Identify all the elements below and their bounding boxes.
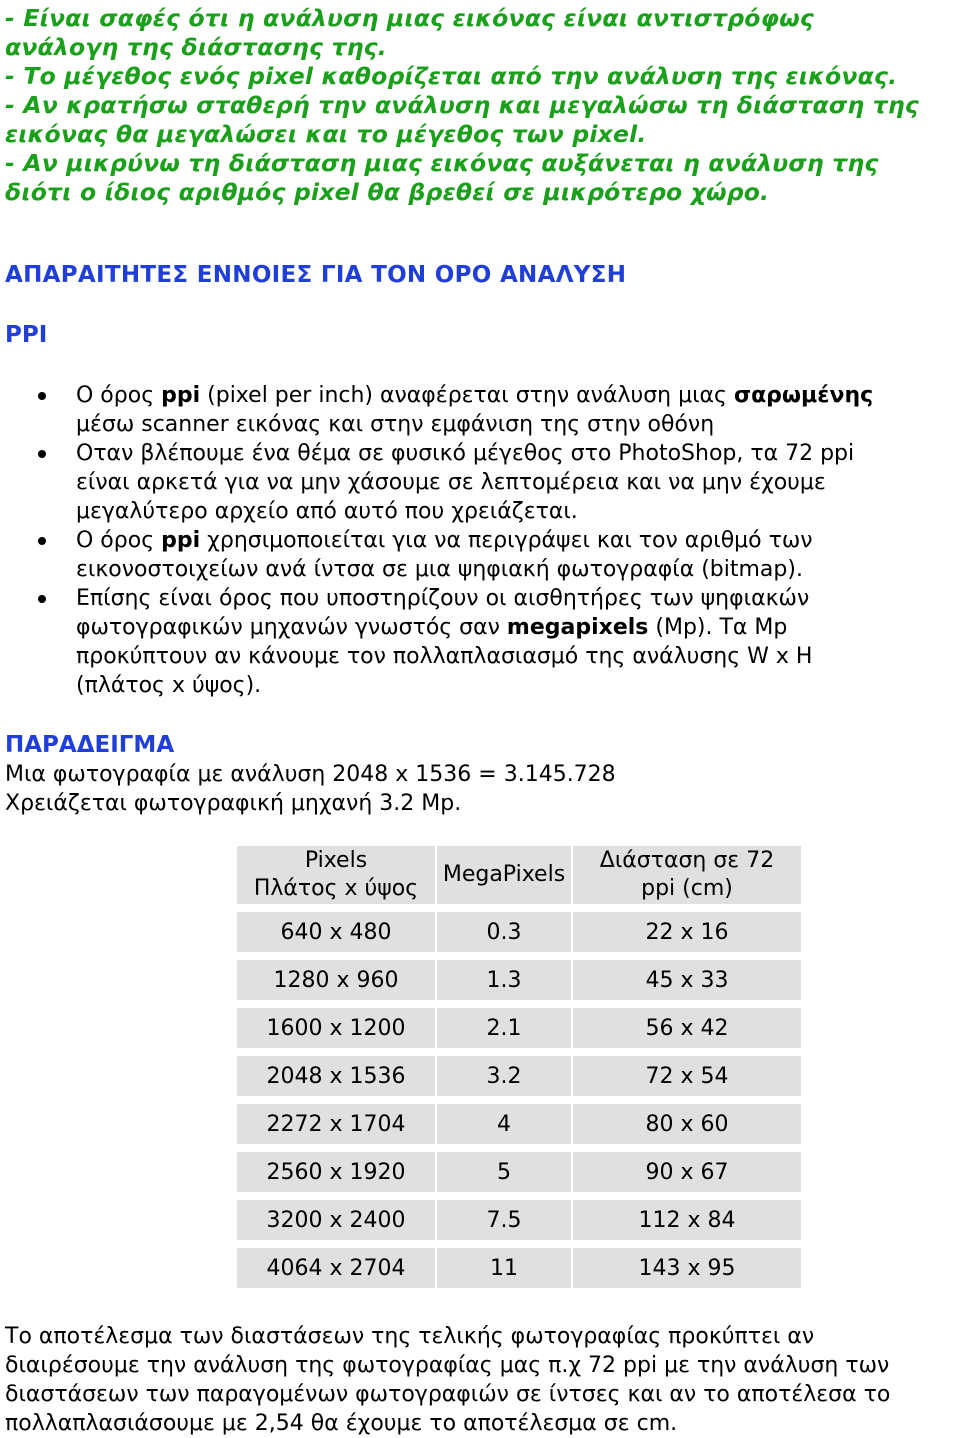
conclusion-line: διαιρέσουμε την ανάλυση της φωτογραφίας μας π.χ 72 ppi με την ανάλυση των <box>5 1353 890 1378</box>
header-text: ppi (cm) <box>641 876 733 901</box>
intro-notes <box>5 4 955 207</box>
bullet-line: (πλάτος x ύψος). <box>76 673 262 698</box>
bold-term: ppi <box>161 528 201 553</box>
text-run: Ο όρος <box>76 383 162 408</box>
table-row <box>237 1152 801 1200</box>
cell-megapixels: 11 <box>437 1248 573 1296</box>
bullet-icon <box>38 537 46 545</box>
cell-pixels: 1280 x 960 <box>237 960 437 1008</box>
table-row <box>237 1056 801 1104</box>
cell-dimension: 80 x 60 <box>573 1104 801 1152</box>
bullet-line <box>76 526 960 555</box>
cell-pixels: 3200 x 2400 <box>237 1200 437 1248</box>
bullet-line: μέσω scanner εικόνας και στην εμφάνιση της στην οθόνη <box>76 412 715 437</box>
header-megapixels: MegaPixels <box>437 846 573 912</box>
intro-line: ανάλογη της διάστασης της. <box>5 33 387 61</box>
cell-pixels: 2048 x 1536 <box>237 1056 437 1104</box>
table-row <box>237 1104 801 1152</box>
cell-dimension: 90 x 67 <box>573 1152 801 1200</box>
list-item <box>0 439 960 526</box>
conclusion-line: διαστάσεων των παραγομένων φωτογραφιών σε ίντσες και αν το αποτέλεσα το <box>5 1382 891 1407</box>
table-header-row <box>237 846 801 912</box>
conclusion-paragraph <box>5 1322 960 1438</box>
resolution-table <box>237 846 801 1296</box>
bullet-line <box>76 613 960 642</box>
cell-megapixels: 5 <box>437 1152 573 1200</box>
cell-pixels: 2272 x 1704 <box>237 1104 437 1152</box>
header-text: Pixels <box>304 848 368 873</box>
section-heading: ΑΠΑΡΑΙΤΗΤΕΣ ΕΝΝΟΙΕΣ ΓΙΑ ΤΟΝ ΟΡΟ ΑΝΑΛΥΣΗ <box>5 262 627 288</box>
intro-line: - Το μέγεθος ενός pixel καθορίζεται από την ανάλυση της εικόνας. <box>5 62 898 90</box>
cell-megapixels: 3.2 <box>437 1056 573 1104</box>
conclusion-line: πολλαπλασιάσουμε με 2,54 θα έχουμε το αποτέλεσμα σε cm. <box>5 1411 678 1436</box>
cell-megapixels: 2.1 <box>437 1008 573 1056</box>
bullet-line: προκύπτουν αν κάνουμε τον πολλαπλασιασμό της ανάλυσης W x H <box>76 644 813 669</box>
example-text <box>5 760 616 818</box>
text-run: (pixel per inch) αναφέρεται στην ανάλυση μιας <box>200 383 734 408</box>
example-line: Μια φωτογραφία με ανάλυση 2048 x 1536 = 3.145.728 <box>5 762 616 787</box>
conclusion-line: Το αποτέλεσμα των διαστάσεων της τελικής φωτογραφίας προκύπτει αν <box>5 1324 815 1349</box>
cell-megapixels: 7.5 <box>437 1200 573 1248</box>
intro-line: εικόνας θα μεγαλώσει και το μέγεθος των pixel. <box>5 120 647 148</box>
table-row <box>237 1200 801 1248</box>
cell-dimension: 143 x 95 <box>573 1248 801 1296</box>
list-item <box>0 584 960 700</box>
table-row <box>237 912 801 960</box>
cell-pixels: 640 x 480 <box>237 912 437 960</box>
cell-dimension: 45 x 33 <box>573 960 801 1008</box>
ppi-title: PPI <box>5 322 48 348</box>
cell-megapixels: 4 <box>437 1104 573 1152</box>
bullet-line: μεγαλύτερο αρχείο από αυτό που χρειάζεται. <box>76 499 578 524</box>
bullet-icon <box>38 450 46 458</box>
text-run: χρησιμοποιείται για να περιγράψει και τον αριθμό των <box>200 528 813 553</box>
bullet-icon <box>38 392 46 400</box>
intro-line: - Είναι σαφές ότι η ανάλυση μιας εικόνας είναι αντιστρόφως <box>5 4 814 32</box>
cell-dimension: 22 x 16 <box>573 912 801 960</box>
intro-line: - Αν κρατήσω σταθερή την ανάλυση και μεγαλώσω τη διάσταση της <box>5 91 919 119</box>
bullet-icon <box>38 595 46 603</box>
example-line: Χρειάζεται φωτογραφική μηχανή 3.2 Mp. <box>5 791 462 816</box>
header-text: Πλάτος x ύψος <box>253 876 419 901</box>
bold-term: σαρωμένης <box>733 383 874 408</box>
cell-pixels: 2560 x 1920 <box>237 1152 437 1200</box>
text-run: (Mp). Τα Mp <box>648 615 788 640</box>
header-pixels <box>237 846 437 912</box>
list-item <box>0 526 960 584</box>
ppi-bullet-list <box>0 381 960 700</box>
bullet-line: Οταν βλέπουμε ένα θέμα σε φυσικό μέγεθος στο PhotoShop, τα 72 ppi <box>76 441 855 466</box>
bold-term: megapixels <box>506 615 649 640</box>
cell-megapixels: 0.3 <box>437 912 573 960</box>
cell-dimension: 72 x 54 <box>573 1056 801 1104</box>
text-run: Ο όρος <box>76 528 162 553</box>
bullet-line: Επίσης είναι όρος που υποστηρίζουν οι αισθητήρες των ψηφιακών <box>76 586 810 611</box>
table-row <box>237 1248 801 1296</box>
cell-pixels: 4064 x 2704 <box>237 1248 437 1296</box>
cell-dimension: 56 x 42 <box>573 1008 801 1056</box>
cell-megapixels: 1.3 <box>437 960 573 1008</box>
list-item <box>0 381 960 439</box>
bullet-line: εικονοστοιχείων ανά ίντσα σε μια ψηφιακή φωτογραφία (bitmap). <box>76 557 803 582</box>
table-row <box>237 1008 801 1056</box>
intro-line: - Αν μικρύνω τη διάσταση μιας εικόνας αυξάνεται η ανάλυση της <box>5 149 879 177</box>
table-row <box>237 960 801 1008</box>
header-text: Διάσταση σε 72 <box>599 848 775 873</box>
bullet-line: είναι αρκετά για να μην χάσουμε σε λεπτομέρεια και να μην έχουμε <box>76 470 826 495</box>
text-run: φωτογραφικών μηχανών γνωστός σαν <box>76 615 507 640</box>
cell-dimension: 112 x 84 <box>573 1200 801 1248</box>
cell-pixels: 1600 x 1200 <box>237 1008 437 1056</box>
intro-line: διότι ο ίδιος αριθμός pixel θα βρεθεί σε μικρότερο χώρο. <box>5 178 770 206</box>
bullet-line <box>76 381 960 410</box>
example-title: ΠΑΡΑΔΕΙΓΜΑ <box>5 732 175 758</box>
header-dimension <box>573 846 801 912</box>
bold-term: ppi <box>161 383 201 408</box>
